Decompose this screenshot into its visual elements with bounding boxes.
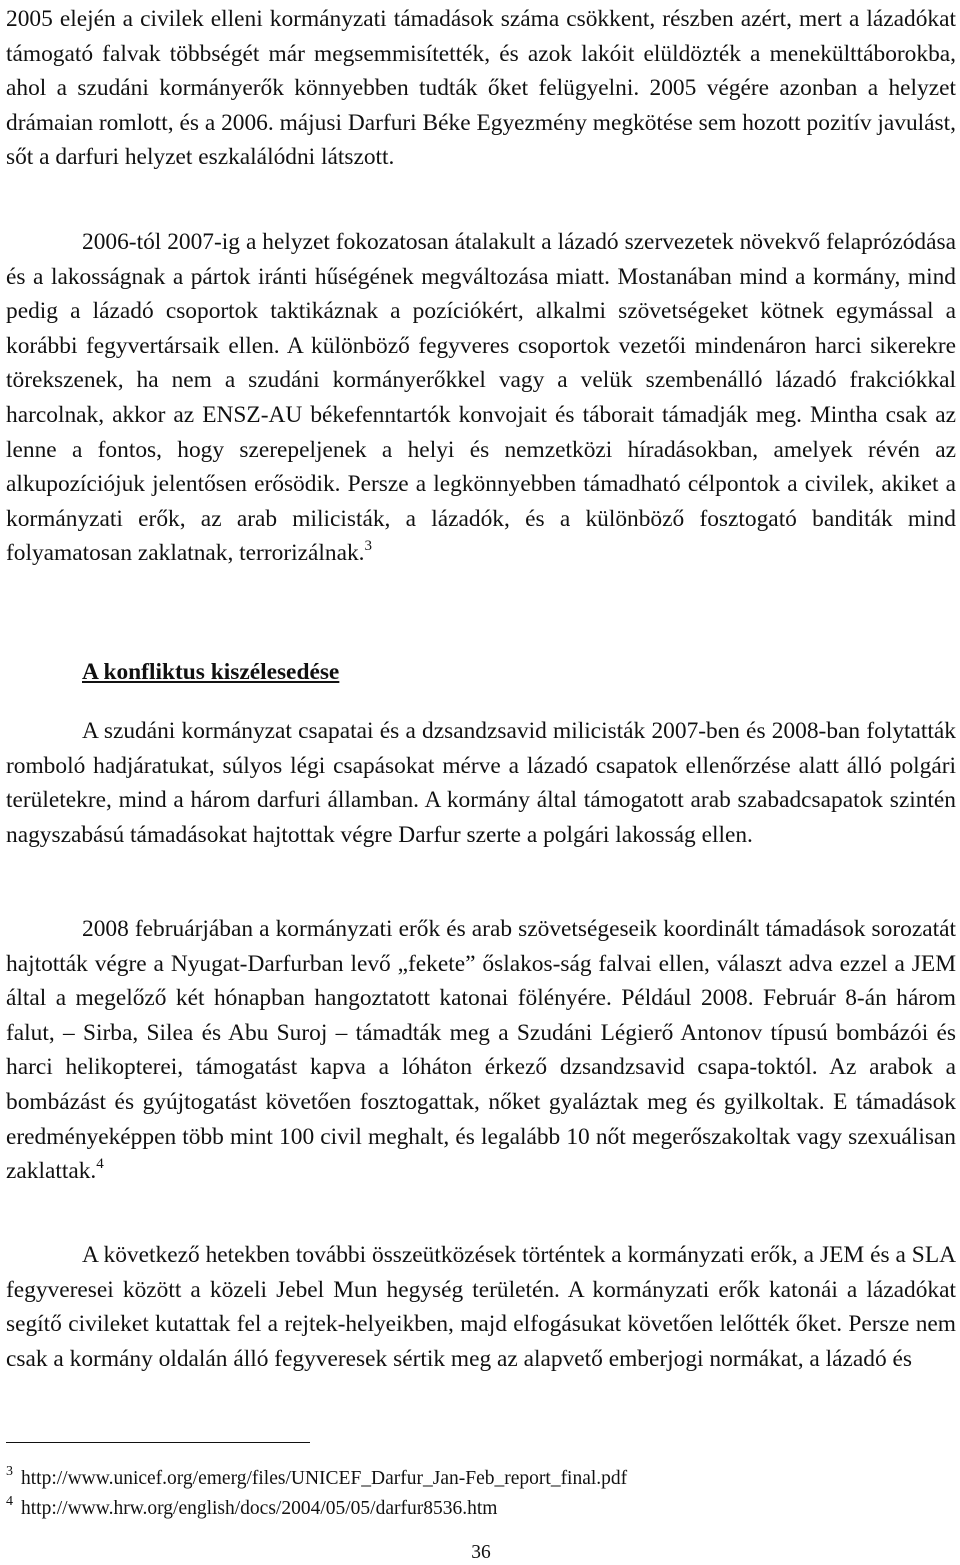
section-heading: A konfliktus kiszélesedése (82, 659, 340, 685)
footnote-separator (6, 1442, 310, 1443)
paragraph-text: A szudáni kormányzat csapatai és a dzsandzsavid milicisták 2007-ben és 2008-ban folytatták romboló hadjáratukat, súlyos légi csapásokat mérve a lázadó csapatok ellenőrzése alatt álló polgári területekre, mind a három darfuri államban. A kormány által támogatott arab szabadcsapatok szintén nagyszabású támadásokat hajtottak végre Darfur szerte a polgári lakosság ellen. (6, 718, 956, 848)
body-paragraph (6, 2, 956, 175)
footnote-link[interactable]: http://www.unicef.org/emerg/files/UNICEF_Darfur_Jan-Feb_report_final.pdf (21, 1468, 628, 1489)
paragraph-text: 2005 elején a civilek elleni kormányzati támadások száma csökkent, részben azért, mert a lázadókat támogató falvak többségét már megsemmisítették, és azok lakóit elüldözték a menekülttáborokba, ahol a szudáni kormányerők könnyebben tudták őket felügyelni. 2005 végére azonban a helyzet drámaian romlott, és a 2006. májusi Darfuri Béke Egyezmény megkötése sem hozott pozitív javulást, sőt a darfuri helyzet eszkalálódni látszott. (6, 6, 956, 171)
footnote-number: 3 (6, 1464, 13, 1479)
paragraph-text: 2008 februárjában a kormányzati erők és arab szövetségeseik koordinált támadások sorozatát hajtották végre a Nyugat-Darfurban levő „fekete” őslakos-ság falvai ellen, választ adva ezzel a JEM által a megelőző két hónapban hangoztatott katonai fölényére. Például 2008. Február 8-án három falut, – Sirba, Silea és Abu Suroj – támadták meg a Szudáni Légierő Antonov típusú bombázói és harci helikopterei, támogatást kapva a lóháton érkező dzsandzsavid csapa-toktól. Az arabok a bombázást és gyújtogatást követően fosztogattak, nőket gyaláztak meg és gyilkoltak. E támadások eredményeképpen több mint 100 civil meghalt, és legalább 10 nőt megerőszakoltak vagy szexuálisan zaklattak. (6, 916, 956, 1185)
body-paragraph (6, 912, 956, 1189)
paragraph-text: 2006-tól 2007-ig a helyzet fokozatosan átalakult a lázadó szervezetek növekvő felaprózódása és a lakosságnak a pártok iránti hűségének megváltozása miatt. Mostanában mind a kormány, mind pedig a lázadó csoportok taktikáznak a pozíciókért, alkalmi szövetségeket kötnek egymással a korábbi fegyvertársaik ellen. A különböző fegyveres csoportok vezetői mindenáron harci sikerekre törekszenek, ha nem a szudáni kormányerőkkel vagy a velük szembenálló lázadó frakciókkal harcolnak, akkor az ENSZ-AU békefenntartók konvojait és táborait támadják meg. Mintha csak az lenne a fontos, hogy szerepeljenek a helyi és nemzetközi híradásokban, amelyek révén az alkupozíciójuk jelentősen erősödik. Persze a legkönnyebben támadható célpontok a civilek, akiket a kormányzati erők, az arab milicisták, a lázadók, és a különböző fosztogató banditák mind folyamatosan zaklatnak, terrorizálnak. (6, 229, 956, 567)
page-number: 36 (471, 1542, 491, 1563)
footnote (6, 1490, 497, 1521)
footnote (6, 1460, 627, 1491)
body-paragraph (6, 225, 956, 571)
body-paragraph (6, 1238, 956, 1376)
footnote-number: 4 (6, 1494, 13, 1509)
paragraph-text: A következő hetekben további összeütközések történtek a kormányzati erők, a JEM és a SLA fegyveresei között a közeli Jebel Mun hegység területén. A kormányzati erők katonái a lázadókat segítő civileket kutattak fel a rejtek-helyeikben, majd elfogásukat követően lelőtték őket. Persze nem csak a kormány oldalán álló fegyveresek sértik meg az alapvető emberjogi normákat, a lázadó és (6, 1242, 956, 1372)
body-paragraph (6, 714, 956, 852)
footnote-reference[interactable]: 4 (96, 1156, 104, 1173)
footnote-reference[interactable]: 3 (364, 538, 372, 555)
footnote-link[interactable]: http://www.hrw.org/english/docs/2004/05/05/darfur8536.htm (21, 1498, 498, 1519)
